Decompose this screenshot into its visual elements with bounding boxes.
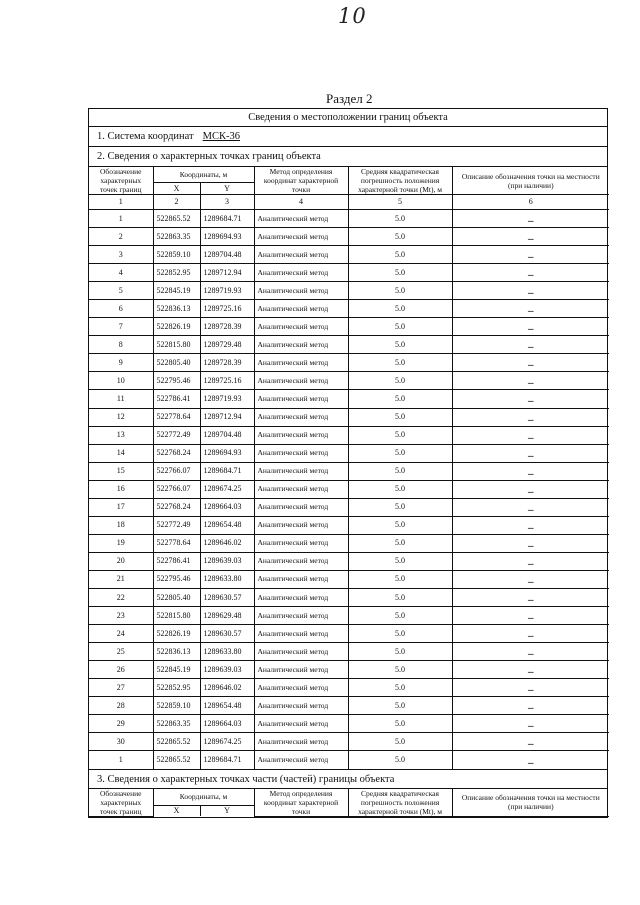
- description-dash: –: [528, 287, 534, 300]
- description-dash: –: [528, 341, 534, 354]
- point-number-cell: 27: [89, 679, 153, 697]
- point-number-cell: 13: [89, 426, 153, 444]
- method-cell: Аналитический метод: [254, 607, 348, 625]
- description-dash: –: [528, 467, 534, 480]
- method-cell: Аналитический метод: [254, 498, 348, 516]
- error-cell: 5.0: [348, 498, 452, 516]
- x-coordinate-cell: 522772.49: [153, 516, 200, 534]
- x-coordinate-cell: 522795.46: [153, 570, 200, 588]
- description-cell: [452, 498, 609, 516]
- description-dash: –: [528, 323, 534, 336]
- table-row: [89, 408, 609, 426]
- x-coordinate-cell: 522865.52: [153, 751, 200, 769]
- error-cell: 5.0: [348, 354, 452, 372]
- x-coordinate-cell: 522859.10: [153, 697, 200, 715]
- table-row: [89, 372, 609, 390]
- y-coordinate-cell: 1289674.25: [200, 480, 254, 498]
- description-dash: –: [528, 233, 534, 246]
- header-method: Метод определения координат характерной точки: [254, 167, 348, 195]
- description-cell: [452, 210, 609, 228]
- column-index-cell: 1: [89, 195, 153, 210]
- method-cell: Аналитический метод: [254, 354, 348, 372]
- x-coordinate-cell: 522778.64: [153, 408, 200, 426]
- method-cell: Аналитический метод: [254, 228, 348, 246]
- x-coordinate-cell: 522836.13: [153, 643, 200, 661]
- description-cell: [452, 282, 609, 300]
- description-cell: [452, 588, 609, 606]
- description-cell: [452, 661, 609, 679]
- point-number-cell: 18: [89, 516, 153, 534]
- x-coordinate-cell: 522845.19: [153, 282, 200, 300]
- x-coordinate-cell: 522845.19: [153, 661, 200, 679]
- y-coordinate-cell: 1289646.02: [200, 534, 254, 552]
- description-cell: [452, 625, 609, 643]
- x-coordinate-cell: 522863.35: [153, 715, 200, 733]
- description-cell: [452, 733, 609, 751]
- table-row: [89, 336, 609, 354]
- table-row: [89, 516, 609, 534]
- error-cell: 5.0: [348, 751, 452, 769]
- part-header-x: X: [153, 805, 200, 816]
- method-cell: Аналитический метод: [254, 336, 348, 354]
- column-index-cell: 2: [153, 195, 200, 210]
- table-row: [89, 643, 609, 661]
- error-cell: 5.0: [348, 733, 452, 751]
- method-cell: Аналитический метод: [254, 210, 348, 228]
- table-row: [89, 246, 609, 264]
- point-number-cell: 8: [89, 336, 153, 354]
- part-header-y: Y: [200, 805, 254, 816]
- x-coordinate-cell: 522865.52: [153, 733, 200, 751]
- handwritten-page-number: 10: [338, 4, 367, 28]
- description-cell: [452, 607, 609, 625]
- method-cell: Аналитический метод: [254, 426, 348, 444]
- error-cell: 5.0: [348, 697, 452, 715]
- method-cell: Аналитический метод: [254, 625, 348, 643]
- x-coordinate-cell: 522805.40: [153, 588, 200, 606]
- method-cell: Аналитический метод: [254, 516, 348, 534]
- x-coordinate-cell: 522826.19: [153, 625, 200, 643]
- x-coordinate-cell: 522766.07: [153, 462, 200, 480]
- table-row: [89, 318, 609, 336]
- error-cell: 5.0: [348, 643, 452, 661]
- method-cell: Аналитический метод: [254, 661, 348, 679]
- x-coordinate-cell: 522768.24: [153, 498, 200, 516]
- description-cell: [452, 480, 609, 498]
- method-cell: Аналитический метод: [254, 264, 348, 282]
- method-cell: Аналитический метод: [254, 552, 348, 570]
- point-number-cell: 12: [89, 408, 153, 426]
- y-coordinate-cell: 1289694.93: [200, 444, 254, 462]
- x-coordinate-cell: 522836.13: [153, 300, 200, 318]
- point-number-cell: 4: [89, 264, 153, 282]
- table-row: [89, 300, 609, 318]
- description-cell: [452, 751, 609, 769]
- y-coordinate-cell: 1289719.93: [200, 390, 254, 408]
- table-row: [89, 498, 609, 516]
- header-point: Обозначение характерных точек границ: [89, 167, 153, 195]
- section3-title: 3. Сведения о характерных точках части (частей) границы объекта: [89, 769, 607, 789]
- document-heading: Сведения о местоположении границ объекта: [89, 109, 607, 127]
- description-cell: [452, 336, 609, 354]
- table-row: [89, 661, 609, 679]
- table-row: [89, 588, 609, 606]
- point-number-cell: 29: [89, 715, 153, 733]
- description-dash: –: [528, 395, 534, 408]
- table-row: [89, 480, 609, 498]
- y-coordinate-cell: 1289629.48: [200, 607, 254, 625]
- description-dash: –: [528, 377, 534, 390]
- description-cell: [452, 354, 609, 372]
- error-cell: 5.0: [348, 264, 452, 282]
- description-cell: [452, 552, 609, 570]
- method-cell: Аналитический метод: [254, 318, 348, 336]
- x-coordinate-cell: 522826.19: [153, 318, 200, 336]
- error-cell: 5.0: [348, 210, 452, 228]
- description-cell: [452, 264, 609, 282]
- point-number-cell: 14: [89, 444, 153, 462]
- description-cell: [452, 715, 609, 733]
- x-coordinate-cell: 522815.80: [153, 607, 200, 625]
- column-index-cell: 5: [348, 195, 452, 210]
- error-cell: 5.0: [348, 300, 452, 318]
- point-number-cell: 15: [89, 462, 153, 480]
- method-cell: Аналитический метод: [254, 751, 348, 769]
- coordinate-system-label: 1. Система координат: [97, 131, 194, 142]
- table-row: [89, 552, 609, 570]
- y-coordinate-cell: 1289704.48: [200, 246, 254, 264]
- description-dash: –: [528, 594, 534, 606]
- description-dash: –: [528, 413, 534, 426]
- description-dash: –: [528, 359, 534, 372]
- point-number-cell: 30: [89, 733, 153, 751]
- column-index-cell: 4: [254, 195, 348, 210]
- description-dash: –: [528, 251, 534, 264]
- error-cell: 5.0: [348, 625, 452, 643]
- error-cell: 5.0: [348, 282, 452, 300]
- error-cell: 5.0: [348, 607, 452, 625]
- error-cell: 5.0: [348, 570, 452, 588]
- description-dash: –: [528, 648, 534, 661]
- point-number-cell: 5: [89, 282, 153, 300]
- table-row: [89, 625, 609, 643]
- point-number-cell: 23: [89, 607, 153, 625]
- error-cell: 5.0: [348, 462, 452, 480]
- part-header-point: Обозначение характерных точек границ: [89, 789, 153, 817]
- method-cell: Аналитический метод: [254, 570, 348, 588]
- table-row: [89, 444, 609, 462]
- x-coordinate-cell: 522768.24: [153, 444, 200, 462]
- section2-title: 2. Сведения о характерных точках границ объекта: [89, 147, 607, 167]
- y-coordinate-cell: 1289664.03: [200, 715, 254, 733]
- x-coordinate-cell: 522852.95: [153, 679, 200, 697]
- header-description: Описание обозначения точки на местности (при наличии): [452, 167, 609, 195]
- method-cell: Аналитический метод: [254, 408, 348, 426]
- method-cell: Аналитический метод: [254, 480, 348, 498]
- y-coordinate-cell: 1289684.71: [200, 210, 254, 228]
- y-coordinate-cell: 1289684.71: [200, 751, 254, 769]
- description-cell: [452, 516, 609, 534]
- x-coordinate-cell: 522863.35: [153, 228, 200, 246]
- y-coordinate-cell: 1289633.80: [200, 643, 254, 661]
- boundary-points-table: [89, 167, 609, 769]
- y-coordinate-cell: 1289684.71: [200, 462, 254, 480]
- method-cell: Аналитический метод: [254, 588, 348, 606]
- y-coordinate-cell: 1289729.48: [200, 336, 254, 354]
- coordinate-system-value: МСК-36: [202, 131, 240, 142]
- error-cell: 5.0: [348, 228, 452, 246]
- description-cell: [452, 679, 609, 697]
- description-cell: [452, 697, 609, 715]
- method-cell: Аналитический метод: [254, 246, 348, 264]
- y-coordinate-cell: 1289712.94: [200, 408, 254, 426]
- point-number-cell: 17: [89, 498, 153, 516]
- error-cell: 5.0: [348, 246, 452, 264]
- description-cell: [452, 390, 609, 408]
- x-coordinate-cell: 522786.41: [153, 552, 200, 570]
- method-cell: Аналитический метод: [254, 697, 348, 715]
- description-cell: [452, 534, 609, 552]
- point-number-cell: 7: [89, 318, 153, 336]
- boundary-points-body: [89, 210, 609, 769]
- x-coordinate-cell: 522852.95: [153, 264, 200, 282]
- section-title: Раздел 2: [326, 91, 373, 106]
- method-cell: Аналитический метод: [254, 534, 348, 552]
- y-coordinate-cell: 1289639.03: [200, 661, 254, 679]
- description-cell: [452, 570, 609, 588]
- y-coordinate-cell: 1289694.93: [200, 228, 254, 246]
- error-cell: 5.0: [348, 444, 452, 462]
- description-dash: –: [528, 684, 534, 697]
- header-y: Y: [200, 183, 254, 195]
- description-cell: [452, 372, 609, 390]
- point-number-cell: 11: [89, 390, 153, 408]
- y-coordinate-cell: 1289712.94: [200, 264, 254, 282]
- description-cell: [452, 408, 609, 426]
- method-cell: Аналитический метод: [254, 390, 348, 408]
- y-coordinate-cell: 1289630.57: [200, 625, 254, 643]
- point-number-cell: 25: [89, 643, 153, 661]
- x-coordinate-cell: 522805.40: [153, 354, 200, 372]
- y-coordinate-cell: 1289654.48: [200, 697, 254, 715]
- y-coordinate-cell: 1289633.80: [200, 570, 254, 588]
- y-coordinate-cell: 1289725.16: [200, 372, 254, 390]
- description-dash: –: [528, 431, 534, 444]
- method-cell: Аналитический метод: [254, 372, 348, 390]
- table-row: [89, 462, 609, 480]
- table-row: [89, 390, 609, 408]
- part-header-method: Метод определения координат характерной точки: [254, 789, 348, 817]
- method-cell: Аналитический метод: [254, 462, 348, 480]
- method-cell: Аналитический метод: [254, 444, 348, 462]
- header-error: Средняя квадратическая погрешность положения характерной точки (Mt), м: [348, 167, 452, 195]
- boundary-document: [88, 108, 608, 818]
- table-row: [89, 751, 609, 769]
- description-dash: –: [528, 630, 534, 643]
- x-coordinate-cell: 522795.46: [153, 372, 200, 390]
- method-cell: Аналитический метод: [254, 733, 348, 751]
- table-row: [89, 210, 609, 228]
- part-points-table: [89, 789, 609, 817]
- description-dash: –: [528, 720, 534, 733]
- error-cell: 5.0: [348, 588, 452, 606]
- description-dash: –: [528, 503, 534, 516]
- table-row: [89, 354, 609, 372]
- table-row: [89, 679, 609, 697]
- point-number-cell: 24: [89, 625, 153, 643]
- column-index-cell: 3: [200, 195, 254, 210]
- table-row: [89, 426, 609, 444]
- error-cell: 5.0: [348, 336, 452, 354]
- table-row: [89, 715, 609, 733]
- table-row: [89, 607, 609, 625]
- point-number-cell: 21: [89, 570, 153, 588]
- point-number-cell: 9: [89, 354, 153, 372]
- error-cell: 5.0: [348, 408, 452, 426]
- y-coordinate-cell: 1289654.48: [200, 516, 254, 534]
- error-cell: 5.0: [348, 715, 452, 733]
- description-dash: –: [528, 539, 534, 552]
- table-row: [89, 697, 609, 715]
- y-coordinate-cell: 1289674.25: [200, 733, 254, 751]
- error-cell: 5.0: [348, 661, 452, 679]
- column-index-row: [89, 195, 609, 210]
- error-cell: 5.0: [348, 516, 452, 534]
- method-cell: Аналитический метод: [254, 643, 348, 661]
- y-coordinate-cell: 1289646.02: [200, 679, 254, 697]
- method-cell: Аналитический метод: [254, 282, 348, 300]
- error-cell: 5.0: [348, 318, 452, 336]
- point-number-cell: 19: [89, 534, 153, 552]
- point-number-cell: 2: [89, 228, 153, 246]
- x-coordinate-cell: 522772.49: [153, 426, 200, 444]
- description-cell: [452, 300, 609, 318]
- point-number-cell: 20: [89, 552, 153, 570]
- x-coordinate-cell: 522766.07: [153, 480, 200, 498]
- description-dash: –: [528, 612, 534, 625]
- description-dash: –: [528, 305, 534, 318]
- coordinate-system-row: [89, 127, 607, 147]
- table-row: [89, 733, 609, 751]
- method-cell: Аналитический метод: [254, 300, 348, 318]
- description-cell: [452, 462, 609, 480]
- y-coordinate-cell: 1289725.16: [200, 300, 254, 318]
- description-dash: –: [528, 269, 534, 282]
- method-cell: Аналитический метод: [254, 715, 348, 733]
- y-coordinate-cell: 1289728.39: [200, 318, 254, 336]
- description-dash: –: [528, 702, 534, 715]
- point-number-cell: 26: [89, 661, 153, 679]
- point-number-cell: 10: [89, 372, 153, 390]
- header-coordinates: Координаты, м: [153, 167, 254, 183]
- part-header-coordinates: Координаты, м: [153, 789, 254, 806]
- column-index-cell: 6: [452, 195, 609, 210]
- y-coordinate-cell: 1289630.57: [200, 588, 254, 606]
- error-cell: 5.0: [348, 372, 452, 390]
- table-row: [89, 282, 609, 300]
- description-dash: –: [528, 738, 534, 751]
- x-coordinate-cell: 522778.64: [153, 534, 200, 552]
- description-dash: –: [528, 557, 534, 570]
- y-coordinate-cell: 1289704.48: [200, 426, 254, 444]
- description-dash: –: [528, 521, 534, 534]
- error-cell: 5.0: [348, 480, 452, 498]
- error-cell: 5.0: [348, 390, 452, 408]
- x-coordinate-cell: 522859.10: [153, 246, 200, 264]
- description-cell: [452, 426, 609, 444]
- point-number-cell: 28: [89, 697, 153, 715]
- x-coordinate-cell: 522815.80: [153, 336, 200, 354]
- description-cell: [452, 444, 609, 462]
- header-x: X: [153, 183, 200, 195]
- y-coordinate-cell: 1289639.03: [200, 552, 254, 570]
- table-row: [89, 570, 609, 588]
- y-coordinate-cell: 1289719.93: [200, 282, 254, 300]
- point-number-cell: 6: [89, 300, 153, 318]
- description-cell: [452, 246, 609, 264]
- error-cell: 5.0: [348, 552, 452, 570]
- table-row: [89, 264, 609, 282]
- description-cell: [452, 318, 609, 336]
- point-number-cell: 3: [89, 246, 153, 264]
- point-number-cell: 22: [89, 588, 153, 606]
- description-dash: –: [528, 666, 534, 679]
- description-dash: –: [528, 575, 534, 588]
- description-dash: –: [528, 756, 534, 769]
- x-coordinate-cell: 522786.41: [153, 390, 200, 408]
- part-header-error: Средняя квадратическая погрешность положения характерной точки (Mt), м: [348, 789, 452, 817]
- description-cell: [452, 643, 609, 661]
- method-cell: Аналитический метод: [254, 679, 348, 697]
- table-row: [89, 534, 609, 552]
- part-header-description: Описание обозначения точки на местности (при наличии): [452, 789, 609, 817]
- description-dash: –: [528, 485, 534, 498]
- description-dash: –: [528, 449, 534, 462]
- y-coordinate-cell: 1289728.39: [200, 354, 254, 372]
- table-row: [89, 228, 609, 246]
- description-dash: –: [528, 215, 534, 228]
- x-coordinate-cell: 522865.52: [153, 210, 200, 228]
- error-cell: 5.0: [348, 426, 452, 444]
- error-cell: 5.0: [348, 679, 452, 697]
- point-number-cell: 1: [89, 751, 153, 769]
- error-cell: 5.0: [348, 534, 452, 552]
- y-coordinate-cell: 1289664.03: [200, 498, 254, 516]
- point-number-cell: 1: [89, 210, 153, 228]
- description-cell: [452, 228, 609, 246]
- point-number-cell: 16: [89, 480, 153, 498]
